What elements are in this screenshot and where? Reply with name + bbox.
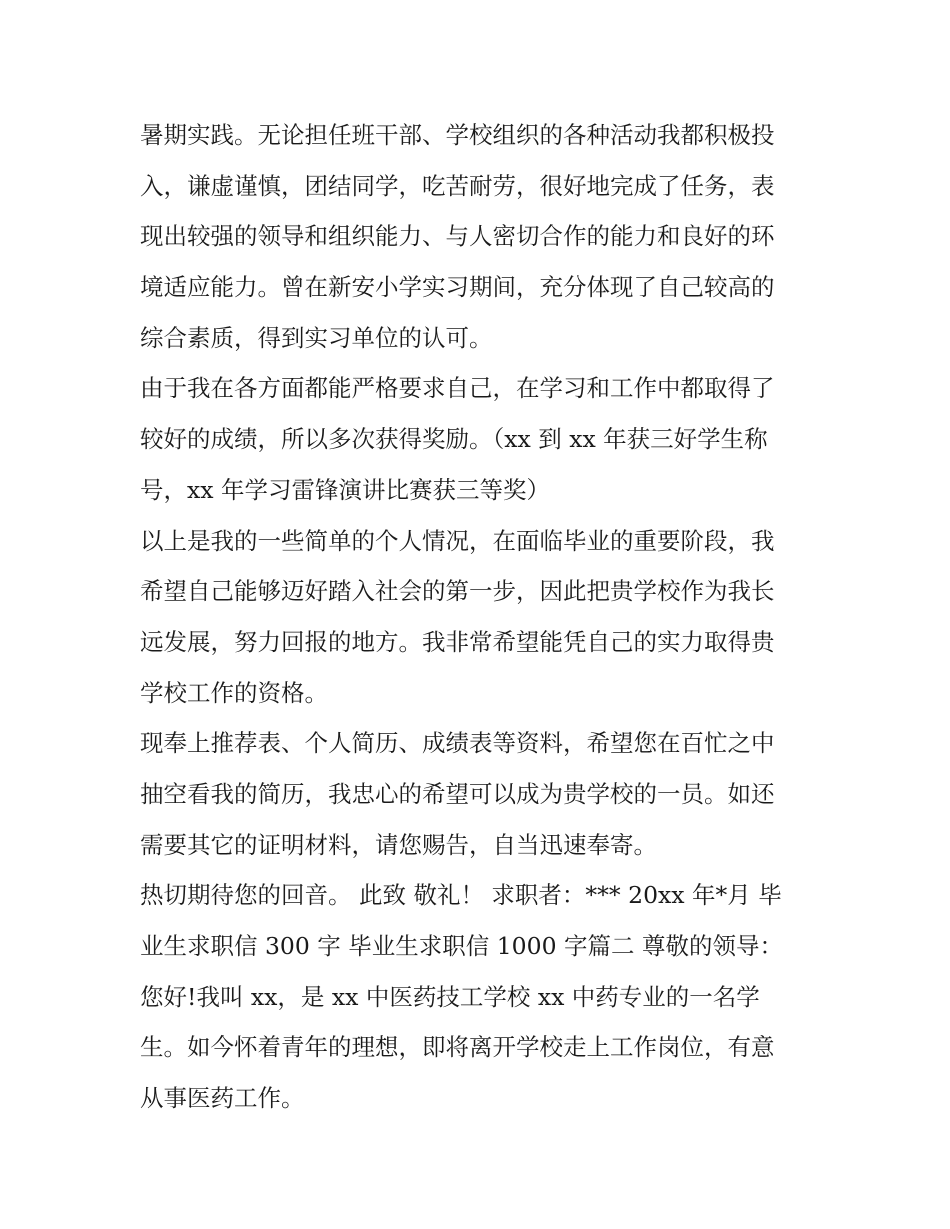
text-line: 学校工作的资格。 (140, 678, 328, 707)
text-line: 生。如今怀着青年的理想，即将离开学校走上工作岗位，有意 (140, 1033, 775, 1062)
text-line: 综合素质，得到实习单位的认可。 (140, 323, 493, 352)
text-line: 热切期待您的回音。 此致 敬礼！ 求职者：*** 20xx 年*月 毕 (140, 881, 782, 910)
text-line: 现出较强的领导和组织能力、与人密切合作的能力和良好的环 (140, 222, 775, 251)
text-line: 号，xx 年学习雷锋演讲比赛获三等奖） (140, 475, 550, 504)
text-line: 较好的成绩，所以多次获得奖励。（xx 到 xx 年获三好学生称 (140, 425, 768, 454)
text-line: 以上是我的一些简单的个人情况，在面临毕业的重要阶段，我 (140, 526, 775, 555)
text-line: 现奉上推荐表、个人简历、成绩表等资料，希望您在百忙之中 (140, 729, 775, 758)
text-line: 抽空看我的简历，我忠心的希望可以成为贵学校的一员。如还 (140, 779, 775, 808)
text-line: 需要其它的证明材料，请您赐告，自当迅速奉寄。 (140, 830, 657, 859)
text-line: 从事医药工作。 (140, 1084, 305, 1113)
text-line: 由于我在各方面都能严格要求自己，在学习和工作中都取得了 (140, 374, 775, 403)
text-line: 远发展，努力回报的地方。我非常希望能凭自己的实力取得贵 (140, 627, 775, 656)
text-line: 境适应能力。曾在新安小学实习期间，充分体现了自己较高的 (140, 273, 775, 302)
text-line: 业生求职信 300 字 毕业生求职信 1000 字篇二 尊敬的领导： (140, 932, 783, 960)
text-line: 暑期实践。无论担任班干部、学校组织的各种活动我都积极投 (140, 121, 775, 149)
text-line: 希望自己能够迈好踏入社会的第一步，因此把贵学校作为我长 (140, 577, 775, 606)
document-body (140, 110, 820, 1124)
text-line: 入，谦虚谨慎，团结同学，吃苦耐劳，很好地完成了任务，表 (140, 171, 775, 200)
text-line: 您好!我叫 xx，是 xx 中医药技工学校 xx 中药专业的一名学 (140, 982, 760, 1011)
